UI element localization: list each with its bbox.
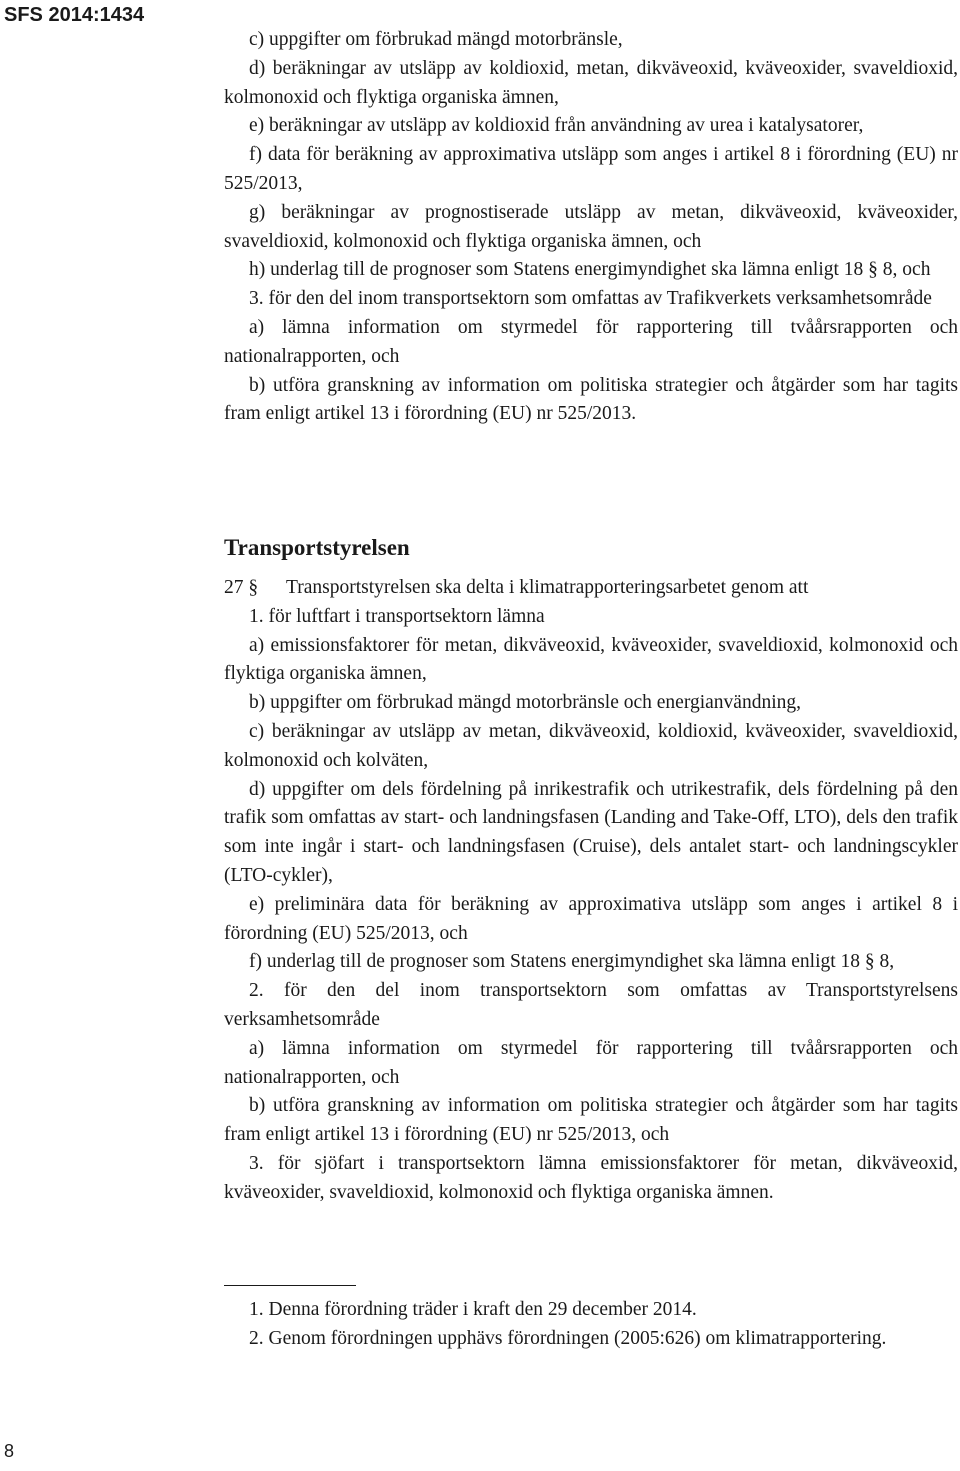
list-item: a) lämna information om styrmedel för rapportering till tvåårsrapporten och nationalrapporten, och: [224, 316, 958, 367]
list-item: h) underlag till de prognoser som Statens energimyndighet ska lämna enligt 18 § 8, och: [249, 259, 931, 281]
list-item: f) underlag till de prognoser som Statens energimyndighet ska lämna enligt 18 § 8,: [249, 951, 895, 973]
list-item: d) uppgifter om dels fördelning på inrikestrafik och utrikestrafik, dels fördelning på den trafik som omfattas av start- och landningsfasen (Landing and Take-Off, LTO), dels den trafik som inte ingår i start- och landningsfasen (Cruise), dels antalet start- och landningscykler (LTO-cykler),: [224, 778, 958, 886]
footnote-divider: [224, 1285, 356, 1286]
list-item: f) data för beräkning av approximativa utsläpp som anges i artikel 8 i förordning (EU) nr 525/2013,: [224, 144, 958, 194]
page-number: 8: [4, 1441, 15, 1461]
paragraph-number: [224, 574, 286, 603]
footnote: 2. Genom förordningen upphävs förordningen (2005:626) om klimatrapportering.: [249, 1327, 887, 1349]
list-item: a) emissionsfaktorer för metan, dikväveoxid, kväveoxider, svaveldioxid, kolmonoxid och flyktiga organiska ämnen,: [224, 634, 958, 685]
paragraph-intro-text: Transportstyrelsen ska delta i klimatrapporteringsarbetet genom att: [286, 577, 809, 598]
section-heading: Transportstyrelsen: [224, 535, 410, 560]
list-item: g) beräkningar av prognostiserade utsläpp av metan, dikväveoxid, kväveoxider, svaveldioxid, kolmonoxid och flyktiga organiska ämnen, och: [224, 201, 958, 252]
section-sign: §: [248, 577, 259, 598]
top-block: [224, 26, 958, 429]
list-item: 3. för sjöfart i transportsektorn lämna emissionsfaktorer för metan, dikväveoxid, kväveoxider, svaveldioxid, kolmonoxid och flyktiga organiska ämnen.: [224, 1152, 958, 1203]
list-item: a) lämna information om styrmedel för rapportering till tvåårsrapporten och nationalrapporten, och: [224, 1037, 958, 1088]
list-item: c) uppgifter om förbrukad mängd motorbränsle,: [249, 29, 623, 50]
footnote: 1. Denna förordning träder i kraft den 29 december 2014.: [249, 1299, 697, 1320]
paragraph-intro: [224, 574, 958, 603]
paragraph-number-value: 27: [224, 577, 244, 598]
list-item: e) beräkningar av utsläpp av koldioxid från användning av urea i katalysatorer,: [249, 115, 864, 137]
footnotes: [224, 1296, 958, 1354]
list-item: b) utföra granskning av information om politiska strategier och åtgärder som har tagits fram enligt artikel 13 i förordning (EU) nr 525/2013, och: [224, 1095, 958, 1146]
list-item: b) utföra granskning av information om politiska strategier och åtgärder som har tagits fram enligt artikel 13 i förordning (EU) nr 525/2013.: [224, 374, 958, 425]
list-item: b) uppgifter om förbrukad mängd motorbränsle och energianvändning,: [249, 692, 801, 714]
list-item: e) preliminära data för beräkning av approximativa utsläpp som anges i artikel 8 i förordning (EU) 525/2013, och: [224, 893, 958, 944]
list-item: 2. för den del inom transportsektorn som omfattas av Transportstyrelsens verksamhetsområde: [224, 980, 958, 1030]
list-item: 1. för luftfart i transportsektorn lämna: [249, 605, 545, 627]
list-item: d) beräkningar av utsläpp av koldioxid, metan, dikväveoxid, kväveoxider, svaveldioxid, kolmonoxid och flyktiga organiska ämnen,: [224, 57, 958, 108]
section-body: [224, 574, 958, 1208]
list-item: 3. för den del inom transportsektorn som omfattas av Trafikverkets verksamhetsområde: [249, 288, 932, 310]
list-item: c) beräkningar av utsläpp av metan, dikväveoxid, koldioxid, kväveoxider, svaveldioxid, kolmonoxid och kolväten,: [224, 720, 958, 771]
sfs-number: SFS 2014:1434: [4, 4, 145, 26]
